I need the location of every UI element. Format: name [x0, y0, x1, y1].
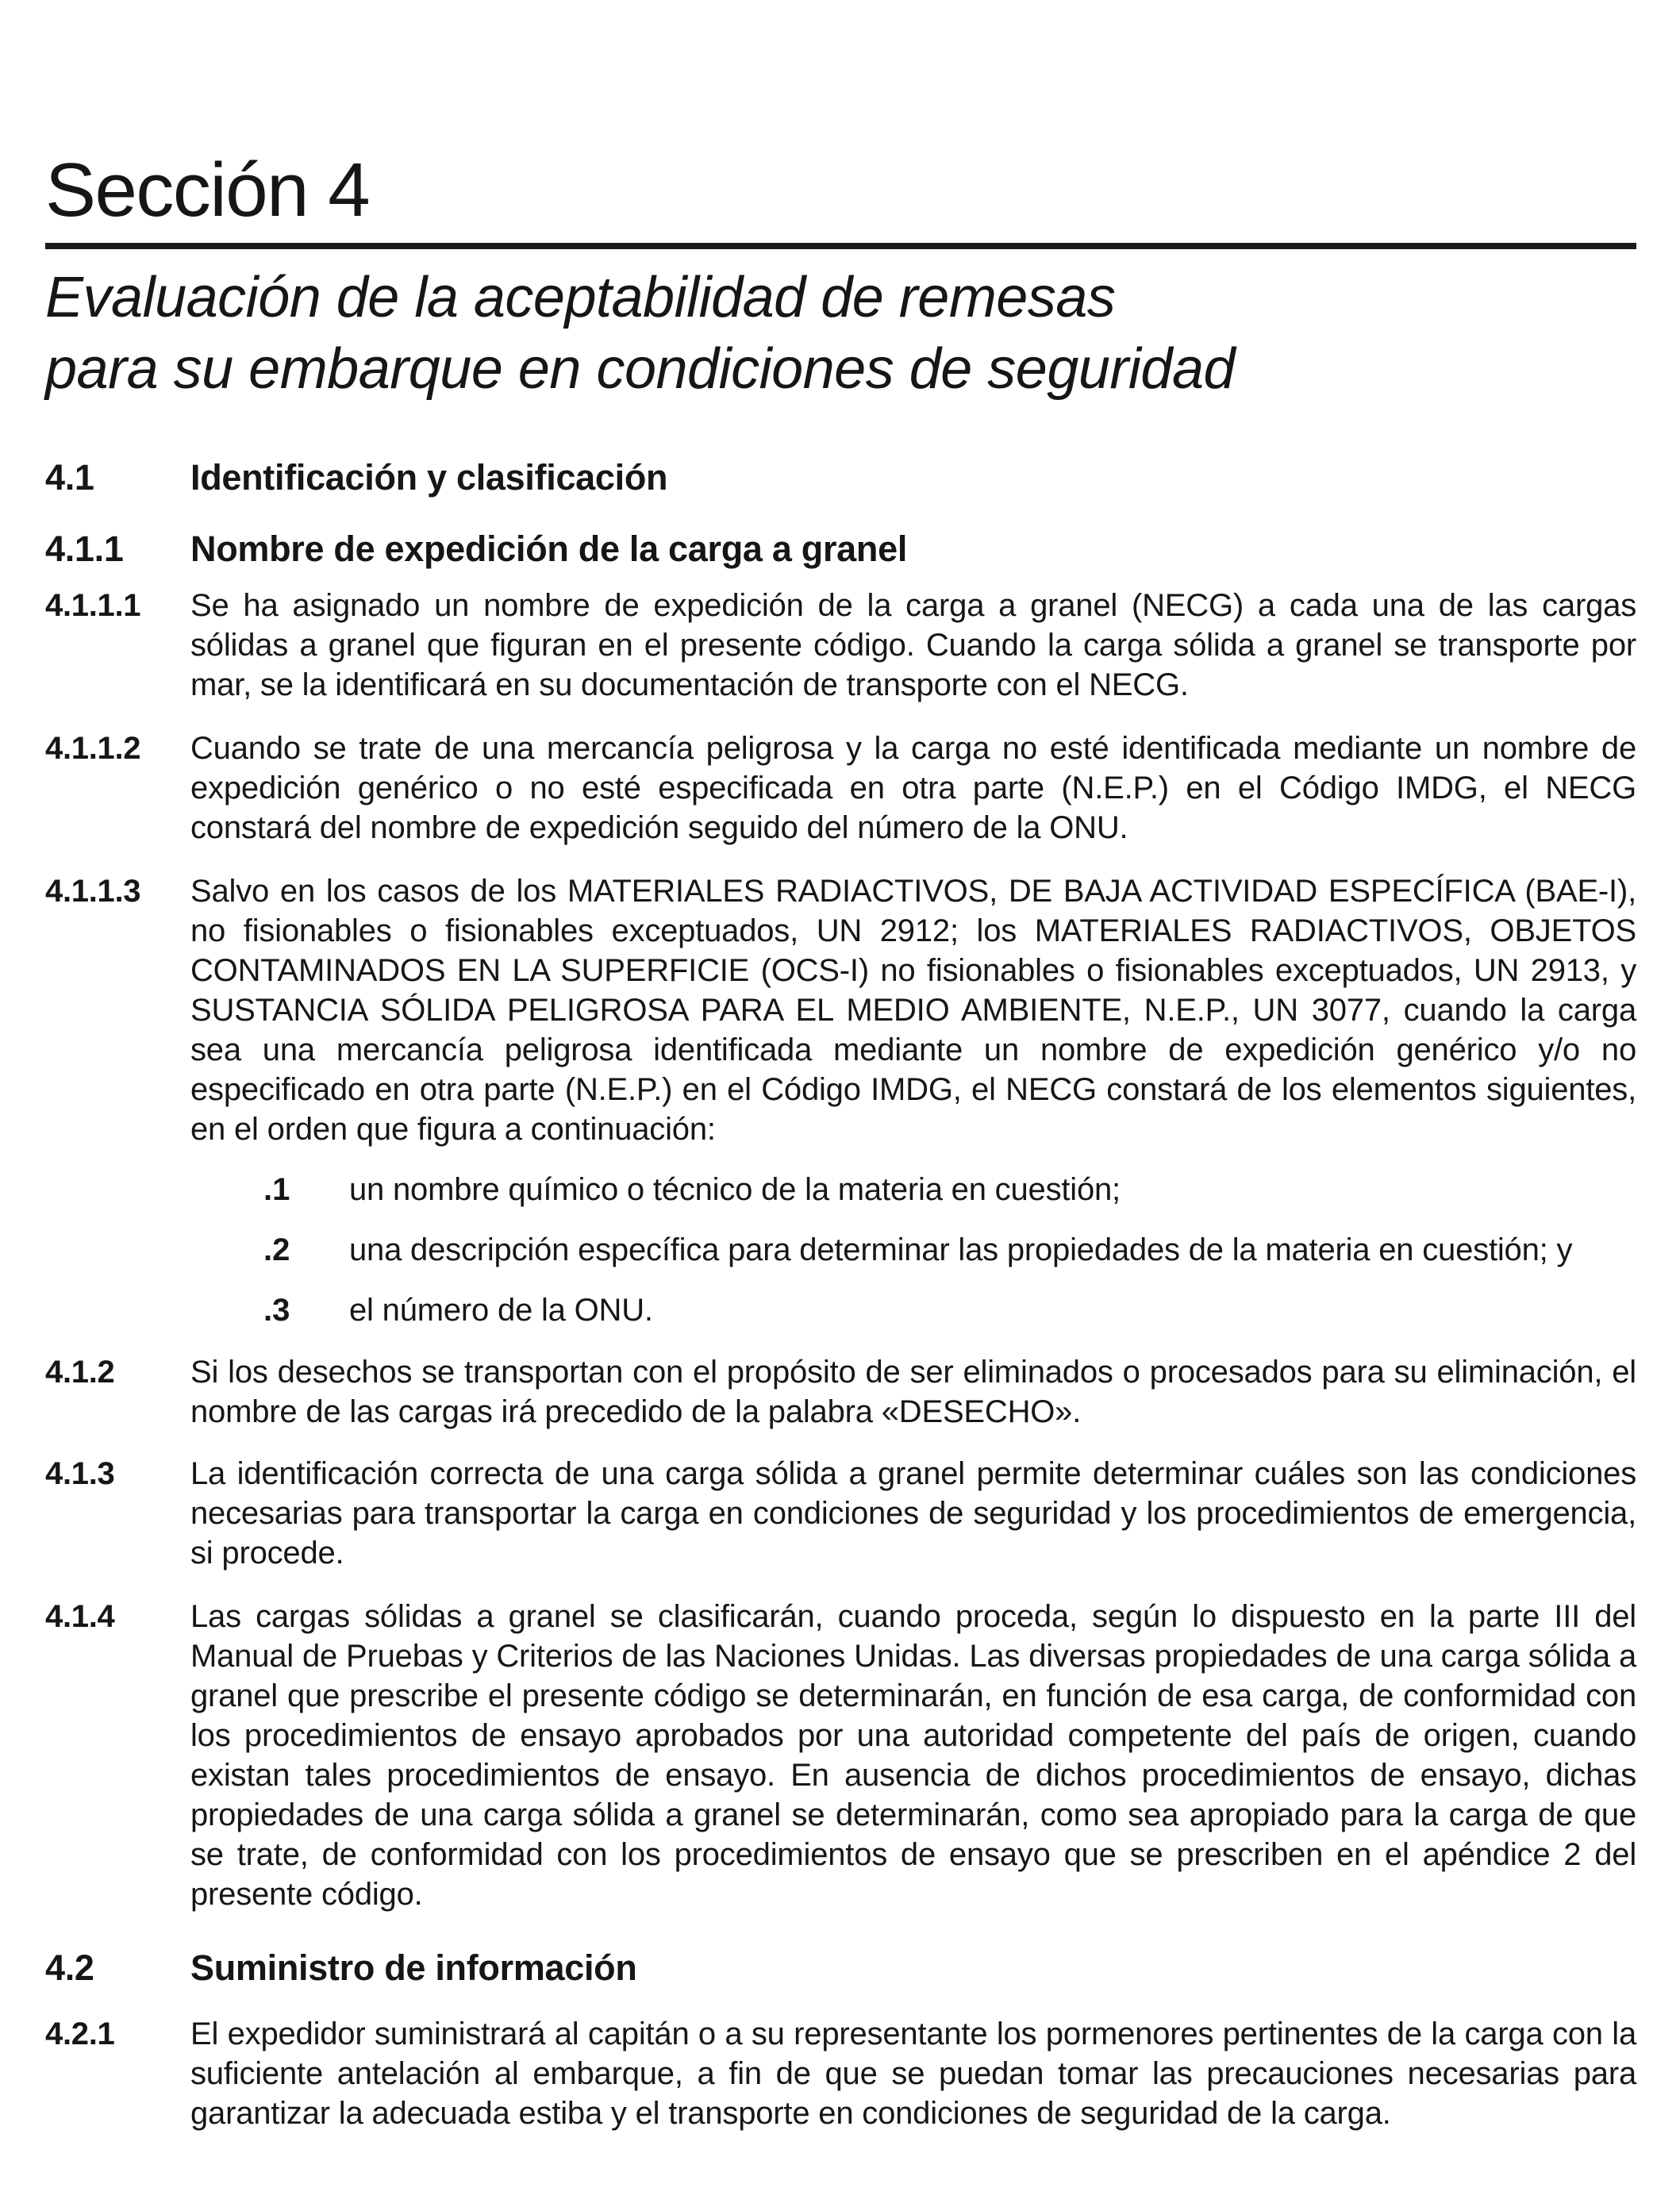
clause-number-4-2: 4.2 — [45, 1947, 94, 1988]
subtitle-line-2: para su embarque en condiciones de seguridad — [45, 337, 1236, 401]
paragraph-4-1-1-2-text: Cuando se trate de una mercancía peligrosa y la carga no esté identificada mediante un nombre de expedición genérico o no esté especificada en otra parte (N.E.P.) en el Código IMDG, el NECG constará del nombre de expedición seguido del número de la ONU. — [190, 731, 1636, 845]
paragraph-4-1-2-text: Si los desechos se transportan con el propósito de ser eliminados o procesados para su eliminación, el nombre de las cargas irá precedido de la palabra «DESECHO». — [190, 1355, 1636, 1429]
section-title: Sección 4 — [45, 148, 370, 233]
list-item-2-text: una descripción específica para determinar las propiedades de la materia en cuestión; y — [349, 1232, 1573, 1267]
paragraph-4-2-1 — [45, 2014, 1636, 2133]
heading-4-2 — [45, 1946, 1636, 1990]
list-item-1-text: un nombre químico o técnico de la materia en cuestión; — [349, 1172, 1121, 1207]
clause-number-4-1-1-3: 4.1.1.3 — [45, 874, 141, 909]
clause-number-4-2-1: 4.2.1 — [45, 2017, 115, 2051]
paragraph-4-1-1-2 — [45, 729, 1636, 848]
subtitle-line-1: Evaluación de la aceptabilidad de remesas — [45, 266, 1116, 329]
paragraph-4-1-3-text: La identificación correcta de una carga sólida a granel permite determinar cuáles son las condiciones necesarias para transportar la carga en condiciones de seguridad y los procedimientos de emergencia, si procede. — [190, 1456, 1636, 1571]
paragraph-4-1-3 — [45, 1454, 1636, 1573]
title-rule — [45, 243, 1636, 249]
list-marker-2: .2 — [263, 1232, 290, 1267]
list-item-3 — [263, 1290, 1636, 1330]
clause-number-4-1-2: 4.1.2 — [45, 1355, 115, 1390]
document-subtitle — [45, 262, 1636, 405]
list-marker-3: .3 — [263, 1293, 290, 1328]
heading-4-1-1 — [45, 527, 1636, 571]
clause-number-4-1: 4.1 — [45, 457, 94, 498]
paragraph-4-1-4 — [45, 1597, 1636, 1914]
clause-number-4-1-4: 4.1.4 — [45, 1599, 115, 1634]
clause-number-4-1-1-2: 4.1.1.2 — [45, 731, 141, 766]
heading-4-1-label: Identificación y clasificación — [190, 457, 668, 498]
clause-number-4-1-1: 4.1.1 — [45, 529, 124, 569]
list-item-2 — [263, 1230, 1636, 1270]
paragraph-4-1-1-1 — [45, 586, 1636, 705]
paragraph-4-1-4-text: Las cargas sólidas a granel se clasificarán, cuando proceda, según lo dispuesto en la parte III del Manual de Pruebas y Criterios de las Naciones Unidas. Las diversas propiedades de una carga sólida a granel que prescribe el presente código se determinarán, en función de esa carga, de conformidad con los procedimientos de ensayo aprobados por una autoridad competente del país de origen, cuando existan tales procedimientos de ensayo. En ausencia de dichos procedimientos de ensayo, dichas propiedades de una carga sólida a granel se determinarán, como sea apropiado para la carga de que se trate, de conformidad con los procedimientos de ensayo que se prescriben en el apéndice 2 del presente código. — [190, 1599, 1636, 1912]
heading-4-2-label: Suministro de información — [190, 1947, 637, 1988]
heading-4-1-1-label: Nombre de expedición de la carga a granel — [190, 529, 908, 569]
clause-number-4-1-1-1: 4.1.1.1 — [45, 588, 141, 623]
list-item-3-text: el número de la ONU. — [349, 1293, 653, 1328]
clause-number-4-1-3: 4.1.3 — [45, 1456, 115, 1491]
paragraph-4-2-1-text: El expedidor suministrará al capitán o a su representante los pormenores pertinentes de la carga con la suficiente antelación al embarque, a fin de que se puedan tomar las precauciones necesarias para garantizar la adecuada estiba y el transporte en condiciones de seguridad de la carga. — [190, 2017, 1636, 2131]
paragraph-4-1-1-1-text: Se ha asignado un nombre de expedición de la carga a granel (NECG) a cada una de las cargas sólidas a granel que figuran en el presente código. Cuando la carga sólida a granel se transporte por mar, se la identificará en su documentación de transporte con el NECG. — [190, 588, 1636, 702]
heading-4-1 — [45, 456, 1636, 500]
list-item-1 — [263, 1170, 1636, 1209]
paragraph-4-1-1-3-text: Salvo en los casos de los MATERIALES RADIACTIVOS, DE BAJA ACTIVIDAD ESPECÍFICA (BAE-I), no fisionables o fisionables exceptuados, UN 2912; los MATERIALES RADIACTIVOS, OBJETOS CONTAMINADOS EN LA SUPERFICIE (OCS-I) no fisionables o fisionables exceptuados, UN 2913, y SUSTANCIA SÓLIDA PELIGROSA PARA EL MEDIO AMBIENTE, N.E.P., UN 3077, cuando la carga sea una mercancía peligrosa identificada mediante un nombre de expedición genérico y/o no especificado en otra parte (N.E.P.) en el Código IMDG, el NECG constará de los elementos siguientes, en el orden que figura a continuación: — [190, 874, 1636, 1147]
paragraph-4-1-2 — [45, 1352, 1636, 1432]
list-marker-1: .1 — [263, 1172, 290, 1207]
paragraph-4-1-1-3 — [45, 871, 1636, 1149]
